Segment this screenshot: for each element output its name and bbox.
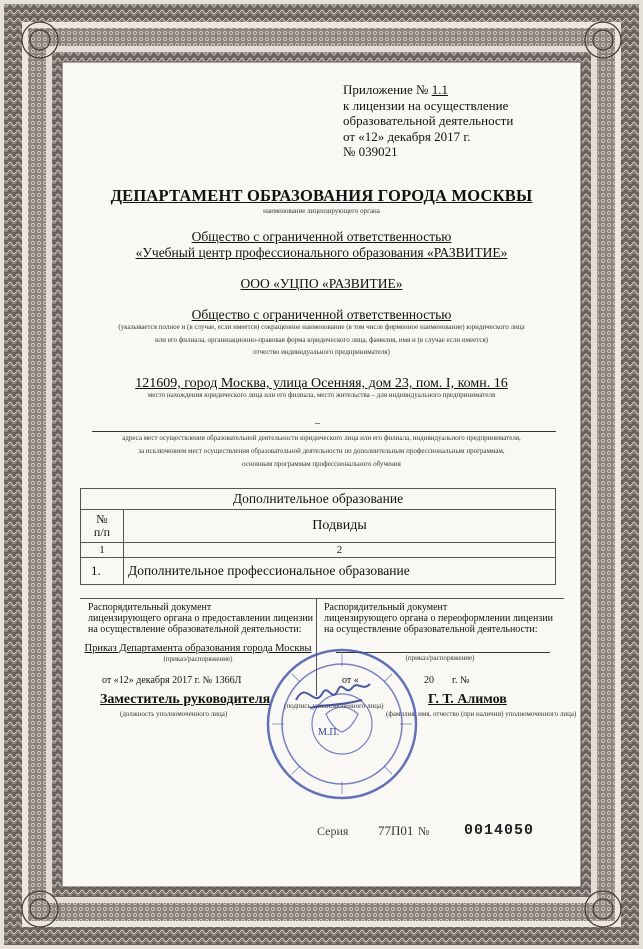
licensee-form: Общество с ограниченной ответственностью xyxy=(191,307,452,322)
right-doc-title xyxy=(324,602,553,635)
appendix-date: от «12» декабря 2017 г. xyxy=(343,128,471,144)
series-code: 77П01 xyxy=(378,823,414,838)
authority-name: ДЕПАРТАМЕНТ ОБРАЗОВАНИЯ ГОРОДА МОСКВЫ xyxy=(110,186,533,205)
licensee-full-name-2: «Учебный центр профессионального образования «РАЗВИТИЕ» xyxy=(135,245,508,260)
table-heading: Дополнительное образование xyxy=(81,489,556,510)
table-col-num-header: № п/п xyxy=(81,510,124,543)
appendix-line3: образовательной деятельности xyxy=(343,113,514,128)
left-date: от «12» декабря 2017 г. № 1366Л xyxy=(102,675,242,686)
sites-caption-2: за исключением мест осуществления образовательной деятельности по дополнительным профессиональным программам, xyxy=(138,447,505,455)
right-order-caption: (приказ/распоряжение) xyxy=(405,654,475,662)
series-number: 0014050 xyxy=(464,822,535,839)
left-order: Приказ Департамента образования города Москвы xyxy=(84,643,312,654)
licensee-full-name-1: Общество с ограниченной ответственностью xyxy=(191,229,452,244)
official-stamp-seal xyxy=(262,644,422,804)
sign-caption: (подпись уполномоченного лица) xyxy=(284,702,384,710)
address-caption: место нахождения юридического лица или его филиала, место жительства – для индивидуального предпринимателя xyxy=(147,391,496,399)
right-date-year: 20 xyxy=(424,675,434,686)
right-title-1: Распорядительный документ xyxy=(324,602,448,613)
appendix-line2: к лицензии на осуществление xyxy=(343,97,509,113)
right-date-suffix: г. № xyxy=(452,675,470,686)
left-title-3: на осуществление образовательной деятельности: xyxy=(88,624,302,635)
licensee-address: 121609, город Москва, улица Осенняя, дом 23, пом. I, комн. 16 xyxy=(135,376,508,391)
licensee-short-name: ООО «УЦПО «РАЗВИТИЕ» xyxy=(240,276,403,291)
appendix-number: 1.1 xyxy=(431,82,448,97)
right-title-3: на осуществление образовательной деятельности: xyxy=(324,624,538,635)
license-number: № 039021 xyxy=(343,144,398,159)
licensee-caption-3: отчество индивидуального предпринимателя) xyxy=(253,348,390,356)
table-col-index-2: 2 xyxy=(124,543,556,558)
left-order-caption: (приказ/распоряжение) xyxy=(163,655,233,663)
stamp-label: М.П. xyxy=(318,727,340,738)
signer-name: Г. Т. Алимов xyxy=(428,692,507,707)
sites-caption-1: адреса мест осуществления образовательной деятельности юридического лица или его филиала, индивидуального предпринимателя, xyxy=(122,434,521,442)
appendix-prefix: Приложение № xyxy=(343,82,429,97)
signer-position: Заместитель руководителя xyxy=(100,692,271,707)
series-number-sign: № xyxy=(418,824,430,838)
education-table xyxy=(80,488,556,585)
left-title-1: Распорядительный документ xyxy=(88,602,212,613)
licensee-caption-2: или его филиала, организационно-правовая форма юридического лица, фамилия, имя и (в случае если имеется) xyxy=(154,336,489,344)
table-col-index-1: 1 xyxy=(81,543,124,558)
signer-caption: (фамилия, имя, отчество (при наличии) уполномоченного лица) xyxy=(386,710,577,718)
docs-top-line xyxy=(80,598,564,599)
series-label: Серия xyxy=(317,824,349,838)
appendix-block xyxy=(343,82,513,160)
table-row-name: Дополнительное профессиональное образование xyxy=(124,558,556,585)
table-row xyxy=(81,558,556,585)
left-doc-title xyxy=(88,602,313,635)
table-row-num: 1. xyxy=(81,558,124,585)
right-title-2: лицензирующего органа о переоформлении лицензии xyxy=(324,613,553,624)
sites-dash: – xyxy=(315,418,320,429)
sites-caption-3: основным программам профессионального обучения xyxy=(242,460,401,468)
sites-line xyxy=(92,431,556,432)
table-col-subtype-header: Подвиды xyxy=(124,510,556,543)
left-title-2: лицензирующего органа о предоставлении лицензии xyxy=(88,613,314,624)
authority-caption: наименование лицензирующего органа xyxy=(263,207,380,215)
right-date-prefix: от « xyxy=(342,675,359,686)
position-caption: (должность уполномоченного лица) xyxy=(120,710,228,718)
licensee-caption-1: (указывается полное и (в случае, если имеется) сокращенное наименование (в том числе фирменное наименование) юридического лица xyxy=(118,323,525,331)
